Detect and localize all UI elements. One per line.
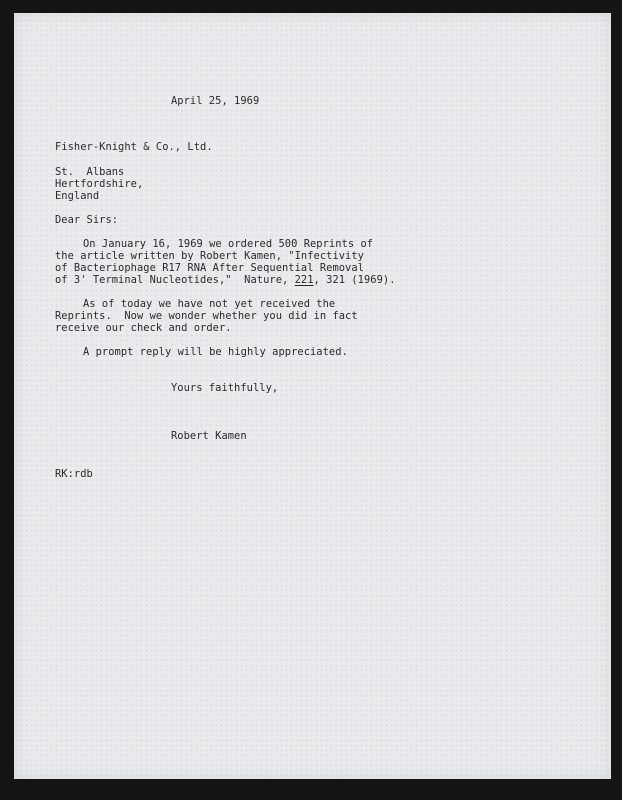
closing: Yours faithfully, bbox=[171, 382, 279, 394]
paragraph-3: A prompt reply will be highly appreciated. bbox=[83, 346, 348, 358]
paragraph-1-line-4-end: , 321 (1969). bbox=[313, 274, 396, 286]
letter-page bbox=[14, 13, 611, 779]
journal-volume: 221 bbox=[294, 274, 314, 286]
recipient-address-line-2: Hertfordshire, bbox=[55, 178, 144, 190]
paragraph-2-line-1: As of today we have not yet received the bbox=[83, 298, 336, 310]
paragraph-1-line-4-start: of 3' Terminal Nucleotides," Nature, bbox=[55, 274, 295, 286]
paragraph-1-line-1: On January 16, 1969 we ordered 500 Reprints of bbox=[83, 238, 374, 250]
salutation: Dear Sirs: bbox=[55, 214, 119, 226]
paragraph-1-line-4 bbox=[55, 274, 396, 286]
signature-name: Robert Kamen bbox=[171, 430, 247, 442]
reference-initials: RK:rdb bbox=[55, 468, 93, 480]
paragraph-1-line-3: of Bacteriophage R17 RNA After Sequential Removal bbox=[55, 262, 364, 274]
recipient-address-line-3: England bbox=[55, 190, 100, 202]
letter-date: April 25, 1969 bbox=[171, 95, 260, 107]
paragraph-2-line-3: receive our check and order. bbox=[55, 322, 232, 334]
paragraph-1-line-2: the article written by Robert Kamen, "Infectivity bbox=[55, 250, 364, 262]
recipient-address-line-1: St. Albans bbox=[55, 166, 125, 178]
recipient-name: Fisher-Knight & Co., Ltd. bbox=[55, 141, 213, 153]
paragraph-2-line-2: Reprints. Now we wonder whether you did in fact bbox=[55, 310, 358, 322]
